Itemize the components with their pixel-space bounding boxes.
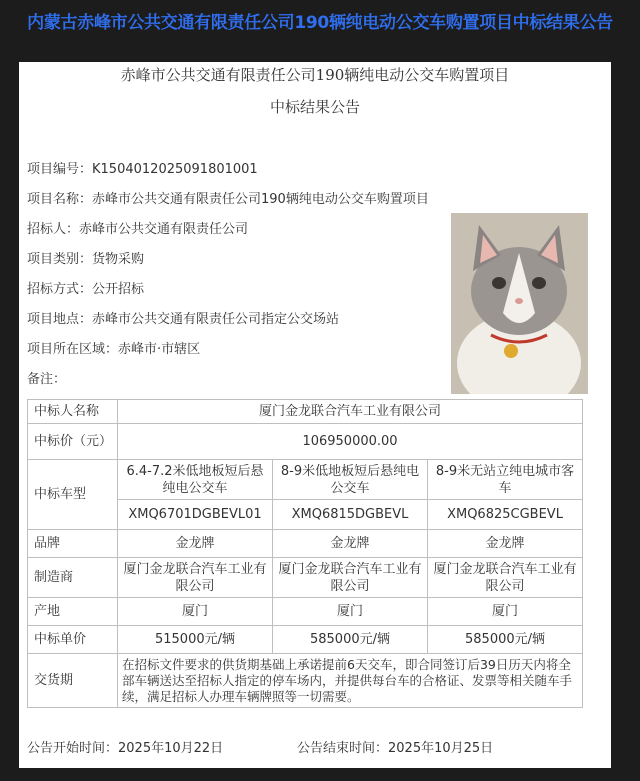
maker-label: 制造商 [28, 558, 118, 598]
location-row [27, 308, 339, 327]
notice-end-label: 公告结束时间： [297, 741, 389, 756]
price-label: 中标价（元） [28, 424, 118, 460]
delivery-row [28, 654, 583, 708]
notice-start-label: 公告开始时间： [27, 741, 119, 756]
document-title-line2: 中标结果公告 [269, 98, 360, 116]
brand-label: 品牌 [28, 530, 118, 558]
page-headline: 内蒙古赤峰市公共交通有限责任公司190辆纯电动公交车购置项目中标结果公告 [27, 13, 613, 33]
document-title-line1: 赤峰市公共交通有限责任公司190辆纯电动公交车购置项目 [120, 66, 510, 84]
origin-row [28, 598, 583, 626]
category-row [27, 248, 144, 267]
winner-name: 厦门金龙联合汽车工业有限公司 [118, 400, 583, 424]
region: 赤峰市·市辖区 [118, 342, 201, 357]
brand-row [28, 530, 583, 558]
cat-photo [451, 213, 588, 394]
project-number-row [27, 158, 258, 177]
model-description: 6.4-7.2米低地板短后悬纯电公交车 [118, 460, 273, 500]
region-row [27, 338, 200, 357]
maker-row [28, 558, 583, 598]
method: 公开招标 [92, 282, 145, 297]
remark-label: 备注： [27, 372, 67, 387]
category-label: 项目类别： [27, 252, 93, 267]
price-row [28, 424, 583, 460]
project-name: 赤峰市公共交通有限责任公司190辆纯电动公交车购置项目 [92, 192, 429, 207]
region-label: 项目所在区域： [27, 342, 119, 357]
origin: 厦门 [428, 598, 583, 626]
announcement-document [19, 62, 611, 768]
maker: 厦门金龙联合汽车工业有限公司 [428, 558, 583, 598]
delivery-label: 交货期 [28, 654, 118, 708]
model-label: 中标车型 [28, 460, 118, 530]
tenderer-row [27, 218, 248, 237]
brand: 金龙牌 [273, 530, 428, 558]
model-description: 8-9米低地板短后悬纯电公交车 [273, 460, 428, 500]
delivery-terms: 在招标文件要求的供货期基础上承诺提前6天交车，即合同签订后39日历天内将全部车辆送达至招标人指定的停车场内，并提供每台车的合格证、发票等相关随车手续，满足招标人办理车辆牌照等一切需要。 [118, 654, 583, 708]
project-number-label: 项目编号： [27, 162, 93, 177]
model-code: XMQ6701DGBEVL01 [118, 500, 273, 530]
location-label: 项目地点： [27, 312, 93, 327]
model-desc-row [28, 460, 583, 500]
model-description: 8-9米无站立纯电城市客车 [428, 460, 583, 500]
unit-price: 585000元/辆 [428, 626, 583, 654]
project-name-label: 项目名称： [27, 192, 93, 207]
brand: 金龙牌 [428, 530, 583, 558]
award-table [27, 399, 583, 708]
location: 赤峰市公共交通有限责任公司指定公交场站 [92, 312, 340, 327]
method-row [27, 278, 144, 297]
maker: 厦门金龙联合汽车工业有限公司 [118, 558, 273, 598]
brand: 金龙牌 [118, 530, 273, 558]
unit-price: 585000元/辆 [273, 626, 428, 654]
project-name-row [27, 188, 429, 207]
tenderer: 赤峰市公共交通有限责任公司 [79, 222, 249, 237]
unit-price: 515000元/辆 [118, 626, 273, 654]
maker: 厦门金龙联合汽车工业有限公司 [273, 558, 428, 598]
award-price: 106950000.00 [118, 424, 583, 460]
model-code: XMQ6815DGBEVL [273, 500, 428, 530]
method-label: 招标方式： [27, 282, 93, 297]
category: 货物采购 [92, 252, 145, 267]
origin: 厦门 [273, 598, 428, 626]
project-number: K1504012025091801001 [92, 162, 258, 177]
model-code: XMQ6825CGBEVL [428, 500, 583, 530]
notice-end-date: 2025年10月25日 [388, 741, 494, 756]
unit-price-label: 中标单价 [28, 626, 118, 654]
origin: 厦门 [118, 598, 273, 626]
tenderer-label: 招标人： [27, 222, 80, 237]
notice-start [27, 737, 223, 756]
winner-label: 中标人名称 [28, 400, 118, 424]
cat-illustration [451, 213, 588, 394]
origin-label: 产地 [28, 598, 118, 626]
notice-end [297, 737, 493, 756]
winner-row [28, 400, 583, 424]
unit-price-row [28, 626, 583, 654]
notice-start-date: 2025年10月22日 [118, 741, 224, 756]
